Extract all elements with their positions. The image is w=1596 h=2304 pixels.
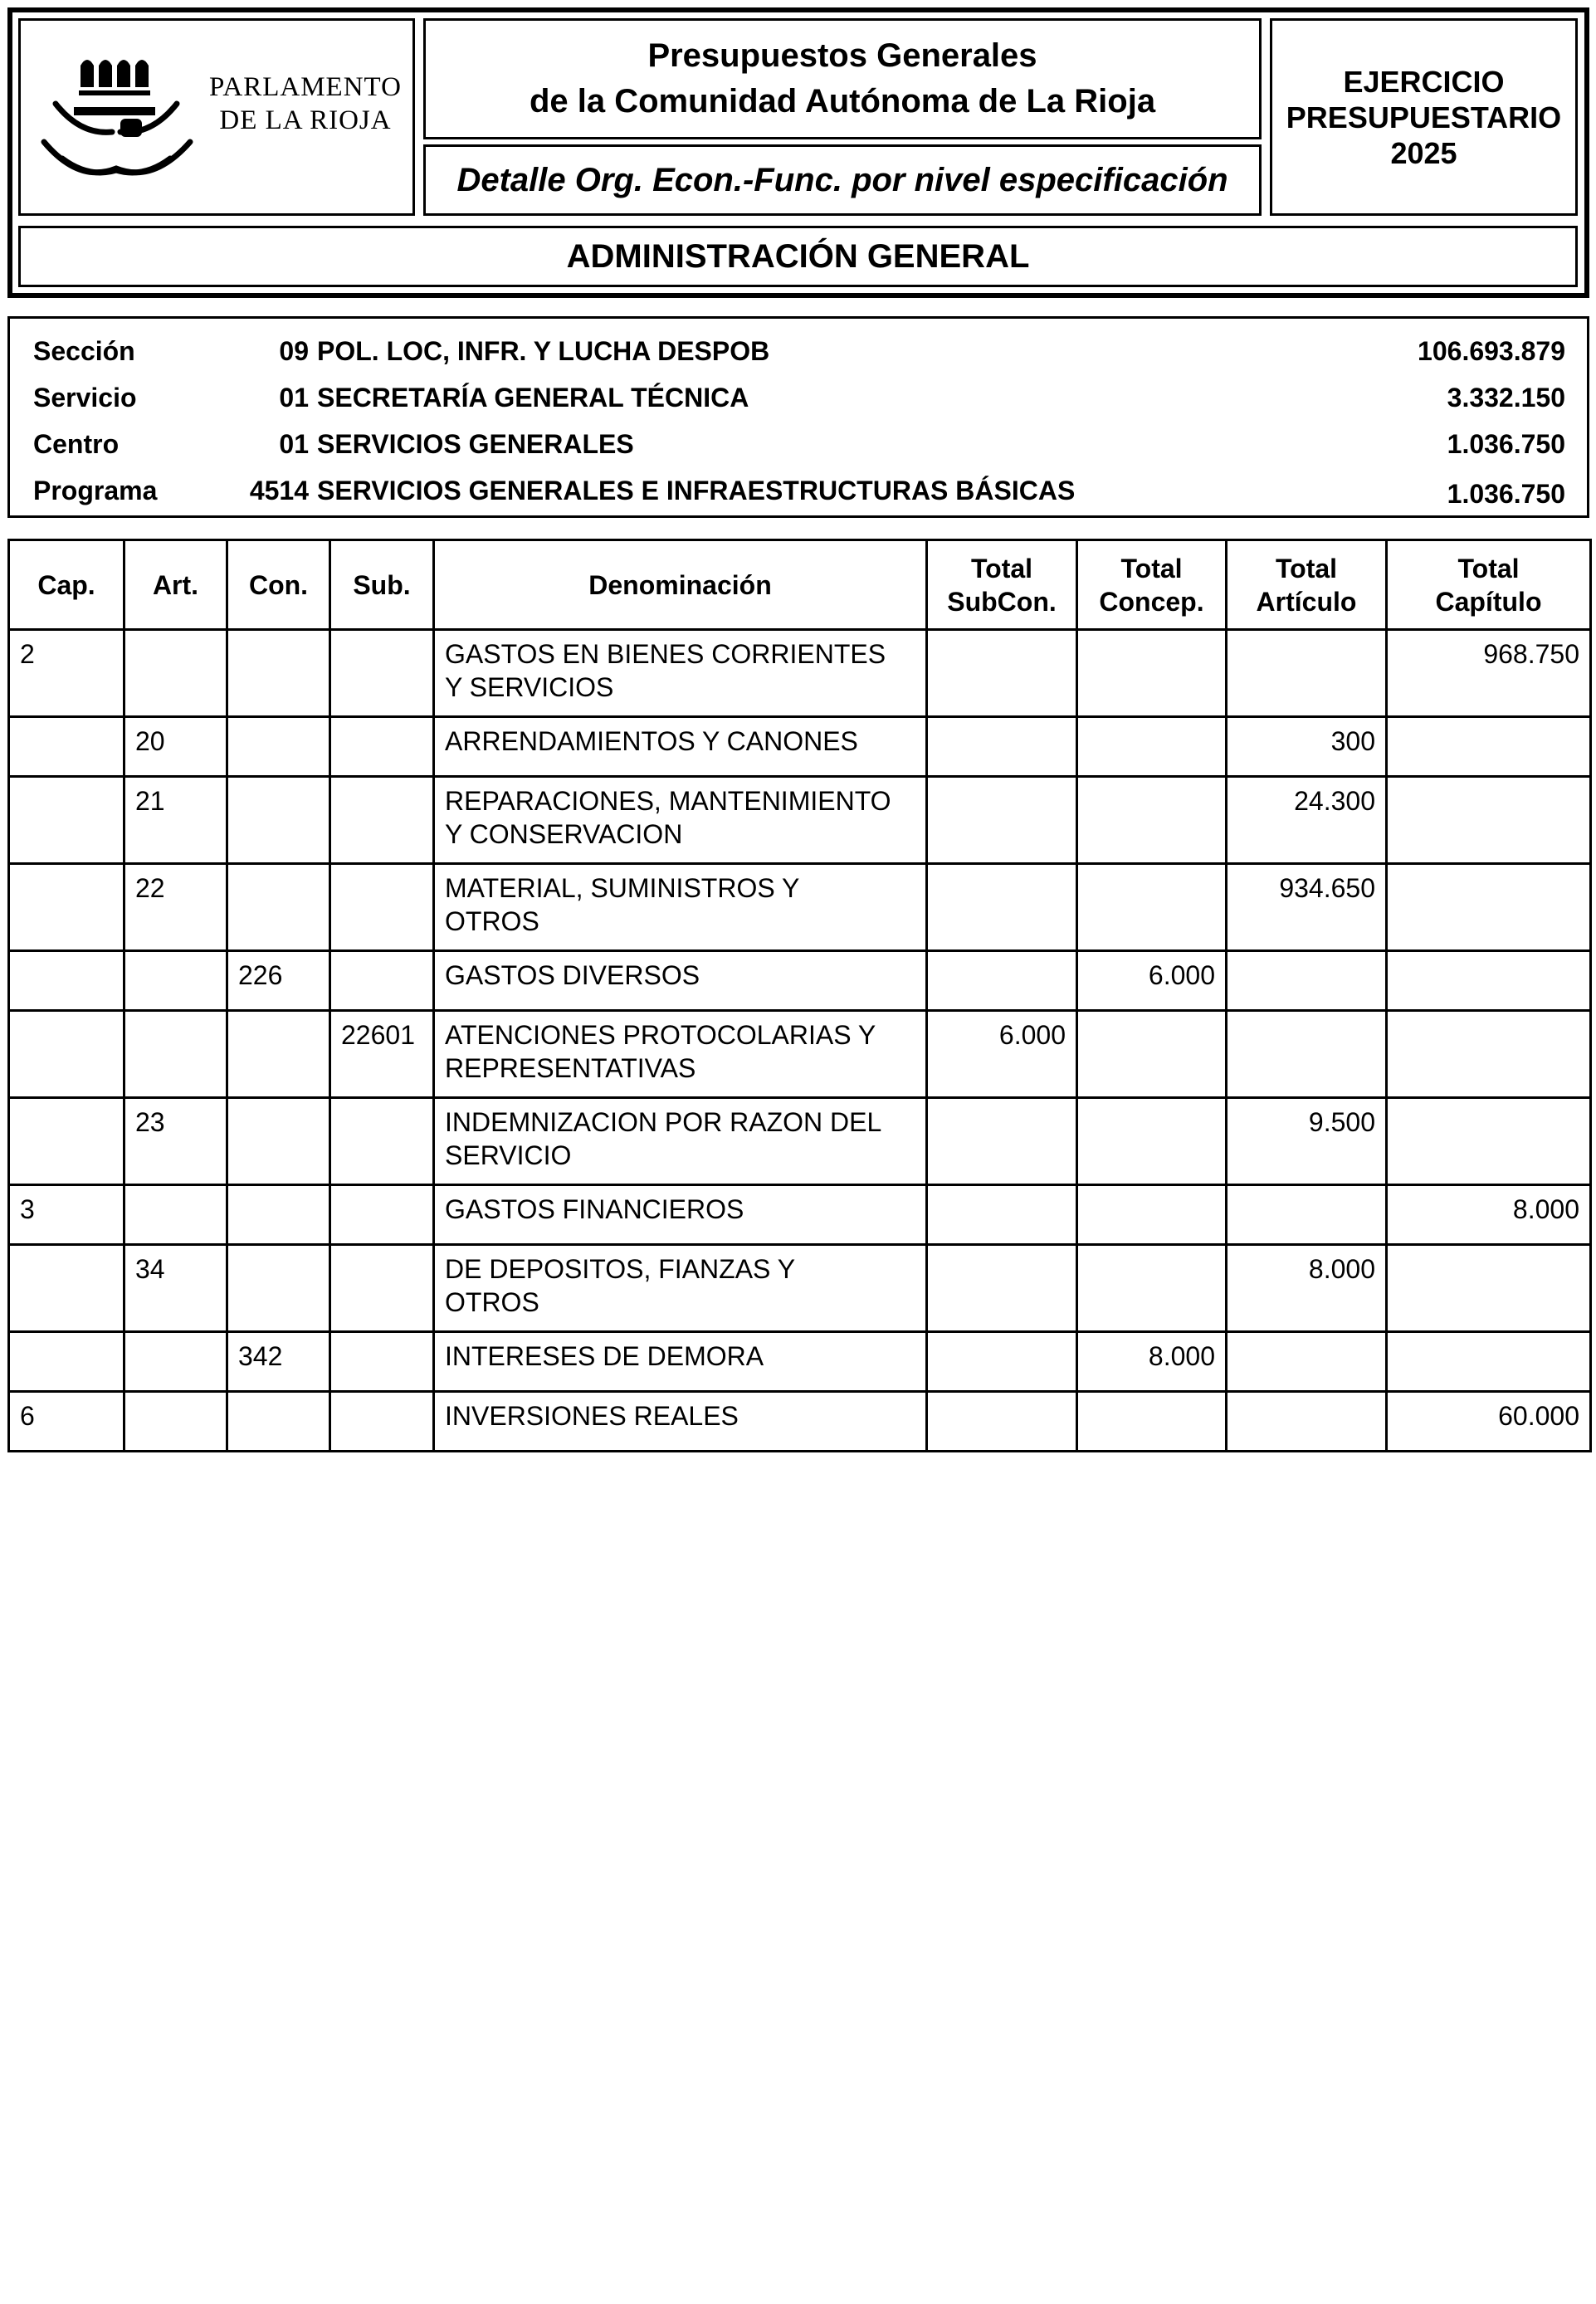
- cell-total-concep: [1077, 630, 1227, 717]
- denominacion-line: MATERIAL, SUMINISTROS Y: [445, 873, 800, 903]
- summary-name: SERVICIOS GENERALES: [317, 429, 634, 459]
- cell-total-articulo: 24.300: [1227, 777, 1387, 864]
- cell-total-subcon: [927, 1185, 1077, 1245]
- cell-total-concep: [1077, 1245, 1227, 1332]
- logo-name-line-1: PARLAMENTO: [209, 72, 402, 102]
- cell-denominacion: [434, 864, 927, 951]
- cell-cap: [9, 1245, 124, 1332]
- cell-art: [124, 1011, 227, 1098]
- summary-label: Sección: [33, 336, 135, 366]
- cell-con: [227, 717, 330, 777]
- cell-denominacion: [434, 1245, 927, 1332]
- table-row: [9, 630, 1591, 717]
- table-row: [9, 717, 1591, 777]
- cell-sub: [330, 630, 434, 717]
- cell-denominacion: [434, 1392, 927, 1452]
- cell-total-subcon: 6.000: [927, 1011, 1077, 1098]
- cell-art: 21: [124, 777, 227, 864]
- cell-sub: [330, 951, 434, 1011]
- fiscal-year-panel: [1270, 18, 1578, 216]
- denominacion-line: INTERESES DE DEMORA: [445, 1341, 764, 1371]
- cell-total-subcon: [927, 1332, 1077, 1392]
- cell-sub: 22601: [330, 1011, 434, 1098]
- cell-total-concep: [1077, 1098, 1227, 1185]
- cell-denominacion: [434, 951, 927, 1011]
- header-text: Capítulo: [1435, 586, 1542, 617]
- fiscal-year-line-2: PRESUPUESTARIO: [1286, 100, 1562, 134]
- cell-total-capitulo: [1387, 777, 1591, 864]
- title-panel: [423, 18, 1262, 139]
- header-art: Art.: [124, 540, 227, 630]
- summary-label: Servicio: [33, 383, 137, 412]
- header-text: Concep.: [1099, 586, 1204, 617]
- summary-row-seccion: [10, 330, 1587, 372]
- summary-code: 4514: [249, 476, 309, 505]
- denominacion-line: OTROS: [445, 906, 539, 936]
- logo-name-line-2: DE LA RIOJA: [219, 105, 392, 135]
- header-text: SubCon.: [947, 586, 1057, 617]
- cell-art: [124, 951, 227, 1011]
- document-title: [530, 33, 1155, 124]
- cell-art: [124, 1332, 227, 1392]
- document-subtitle: Detalle Org. Econ.-Func. por nivel especificación: [456, 161, 1228, 198]
- cell-cap: 2: [9, 630, 124, 717]
- summary-code: 09: [279, 336, 309, 366]
- cell-art: 22: [124, 864, 227, 951]
- denominacion-line: DE DEPOSITOS, FIANZAS Y: [445, 1254, 796, 1284]
- summary-amount: 106.693.879: [1418, 336, 1565, 366]
- header-sub: Sub.: [330, 540, 434, 630]
- cell-con: [227, 1245, 330, 1332]
- cell-total-subcon: [927, 951, 1077, 1011]
- header-text: Artículo: [1256, 586, 1357, 617]
- header-denominacion: Denominación: [434, 540, 927, 630]
- summary-row-centro: [10, 423, 1587, 465]
- table-row: [9, 951, 1591, 1011]
- cell-denominacion: [434, 1332, 927, 1392]
- cell-total-subcon: [927, 864, 1077, 951]
- summary-amount: 3.332.150: [1447, 383, 1565, 412]
- administration-panel: [18, 226, 1578, 287]
- cell-cap: [9, 951, 124, 1011]
- denominacion-line: ARRENDAMIENTOS Y CANONES: [445, 726, 858, 756]
- cell-total-articulo: 9.500: [1227, 1098, 1387, 1185]
- summary-amount: 1.036.750: [1447, 429, 1565, 459]
- cell-total-subcon: [927, 1098, 1077, 1185]
- cell-total-capitulo: [1387, 864, 1591, 951]
- cell-denominacion: [434, 1011, 927, 1098]
- cell-sub: [330, 864, 434, 951]
- logo-wordmark: [193, 71, 417, 137]
- header-total-concep: [1077, 540, 1227, 630]
- cell-sub: [330, 1332, 434, 1392]
- denominacion-line: INDEMNIZACION POR RAZON DEL: [445, 1107, 882, 1137]
- cell-total-concep: [1077, 777, 1227, 864]
- summary-amount: 1.036.750: [1447, 479, 1565, 509]
- cell-total-articulo: [1227, 630, 1387, 717]
- header-cap: Cap.: [9, 540, 124, 630]
- denominacion-line: GASTOS EN BIENES CORRIENTES: [445, 639, 886, 669]
- denominacion-line: INVERSIONES REALES: [445, 1401, 739, 1431]
- cell-total-concep: [1077, 1185, 1227, 1245]
- summary-row-programa: [10, 470, 1587, 511]
- cell-total-capitulo: [1387, 1245, 1591, 1332]
- cell-sub: [330, 1185, 434, 1245]
- cell-denominacion: [434, 630, 927, 717]
- cell-sub: [330, 1392, 434, 1452]
- cell-art: 20: [124, 717, 227, 777]
- cell-total-articulo: 934.650: [1227, 864, 1387, 951]
- cell-sub: [330, 1245, 434, 1332]
- denominacion-line: GASTOS FINANCIEROS: [445, 1194, 744, 1224]
- denominacion-line: GASTOS DIVERSOS: [445, 960, 700, 990]
- table-row: [9, 1011, 1591, 1098]
- cell-con: [227, 1011, 330, 1098]
- table-row: [9, 777, 1591, 864]
- cell-total-articulo: [1227, 1392, 1387, 1452]
- cell-total-subcon: [927, 1392, 1077, 1452]
- table-row: [9, 1392, 1591, 1452]
- summary-name: SECRETARÍA GENERAL TÉCNICA: [317, 383, 749, 412]
- logo-panel: [18, 18, 415, 216]
- budget-table-container: [7, 539, 1589, 1452]
- table-row: [9, 1185, 1591, 1245]
- fiscal-year-line-1: EJERCICIO: [1343, 64, 1505, 99]
- header-text: Total: [1275, 553, 1338, 583]
- cell-sub: [330, 1098, 434, 1185]
- summary-label: Programa: [33, 476, 158, 505]
- cell-total-concep: [1077, 1011, 1227, 1098]
- cell-total-capitulo: [1387, 951, 1591, 1011]
- cell-sub: [330, 717, 434, 777]
- cell-total-capitulo: [1387, 717, 1591, 777]
- cell-cap: [9, 1332, 124, 1392]
- table-row: [9, 864, 1591, 951]
- cell-denominacion: [434, 717, 927, 777]
- cell-con: 342: [227, 1332, 330, 1392]
- cell-cap: 3: [9, 1185, 124, 1245]
- organization-summary: [7, 316, 1589, 518]
- denominacion-line: Y SERVICIOS: [445, 672, 614, 702]
- cell-art: 34: [124, 1245, 227, 1332]
- cell-cap: 6: [9, 1392, 124, 1452]
- cell-total-concep: 6.000: [1077, 951, 1227, 1011]
- subtitle-panel: [423, 144, 1262, 216]
- cell-denominacion: [434, 1185, 927, 1245]
- cell-total-concep: [1077, 864, 1227, 951]
- header-text: Total: [1457, 553, 1520, 583]
- header-con: Con.: [227, 540, 330, 630]
- cell-total-articulo: [1227, 1332, 1387, 1392]
- cell-total-articulo: 300: [1227, 717, 1387, 777]
- summary-row-servicio: [10, 377, 1587, 418]
- cell-total-subcon: [927, 777, 1077, 864]
- cell-art: 23: [124, 1098, 227, 1185]
- cell-con: [227, 1098, 330, 1185]
- table-row: [9, 1098, 1591, 1185]
- administration-title: ADMINISTRACIÓN GENERAL: [566, 237, 1030, 275]
- denominacion-line: OTROS: [445, 1287, 539, 1317]
- cell-total-capitulo: 8.000: [1387, 1185, 1591, 1245]
- cell-con: [227, 864, 330, 951]
- cell-con: [227, 630, 330, 717]
- header-total-capitulo: [1387, 540, 1591, 630]
- cell-cap: [9, 864, 124, 951]
- summary-name: SERVICIOS GENERALES E INFRAESTRUCTURAS BÁSICAS: [317, 476, 1076, 505]
- cell-total-capitulo: [1387, 1332, 1591, 1392]
- cell-total-concep: 8.000: [1077, 1332, 1227, 1392]
- cell-denominacion: [434, 777, 927, 864]
- denominacion-line: SERVICIO: [445, 1140, 572, 1170]
- cell-cap: [9, 777, 124, 864]
- denominacion-line: REPRESENTATIVAS: [445, 1053, 696, 1083]
- denominacion-line: REPARACIONES, MANTENIMIENTO: [445, 786, 891, 816]
- cell-total-concep: [1077, 1392, 1227, 1452]
- cell-sub: [330, 777, 434, 864]
- parliament-emblem-icon: [29, 36, 203, 202]
- cell-total-concep: [1077, 717, 1227, 777]
- header-text: Total: [970, 553, 1033, 583]
- cell-denominacion: [434, 1098, 927, 1185]
- cell-cap: [9, 1098, 124, 1185]
- summary-label: Centro: [33, 429, 120, 459]
- cell-con: [227, 777, 330, 864]
- table-row: [9, 1245, 1591, 1332]
- summary-code: 01: [279, 429, 309, 459]
- summary-code: 01: [279, 383, 309, 412]
- cell-con: 226: [227, 951, 330, 1011]
- cell-total-capitulo: 60.000: [1387, 1392, 1591, 1452]
- cell-total-capitulo: [1387, 1098, 1591, 1185]
- cell-art: [124, 630, 227, 717]
- table-row: [9, 1332, 1591, 1392]
- denominacion-line: ATENCIONES PROTOCOLARIAS Y: [445, 1020, 876, 1050]
- cell-total-subcon: [927, 630, 1077, 717]
- table-header-row: [9, 540, 1591, 630]
- denominacion-line: Y CONSERVACION: [445, 819, 683, 849]
- header-text: Total: [1120, 553, 1183, 583]
- cell-art: [124, 1185, 227, 1245]
- cell-total-subcon: [927, 717, 1077, 777]
- cell-total-articulo: 8.000: [1227, 1245, 1387, 1332]
- header-total-articulo: [1227, 540, 1387, 630]
- cell-con: [227, 1185, 330, 1245]
- cell-total-articulo: [1227, 1011, 1387, 1098]
- cell-cap: [9, 1011, 124, 1098]
- fiscal-year: [1286, 64, 1561, 171]
- summary-name: POL. LOC, INFR. Y LUCHA DESPOB: [317, 336, 770, 366]
- cell-art: [124, 1392, 227, 1452]
- cell-total-articulo: [1227, 951, 1387, 1011]
- budget-table: [7, 539, 1592, 1452]
- fiscal-year-value: 2025: [1390, 135, 1457, 170]
- cell-cap: [9, 717, 124, 777]
- cell-total-subcon: [927, 1245, 1077, 1332]
- cell-con: [227, 1392, 330, 1452]
- cell-total-capitulo: [1387, 1011, 1591, 1098]
- title-line-2: de la Comunidad Autónoma de La Rioja: [529, 83, 1156, 120]
- cell-total-capitulo: 968.750: [1387, 630, 1591, 717]
- header-total-subcon: [927, 540, 1077, 630]
- title-line-1: Presupuestos Generales: [647, 37, 1037, 74]
- cell-total-articulo: [1227, 1185, 1387, 1245]
